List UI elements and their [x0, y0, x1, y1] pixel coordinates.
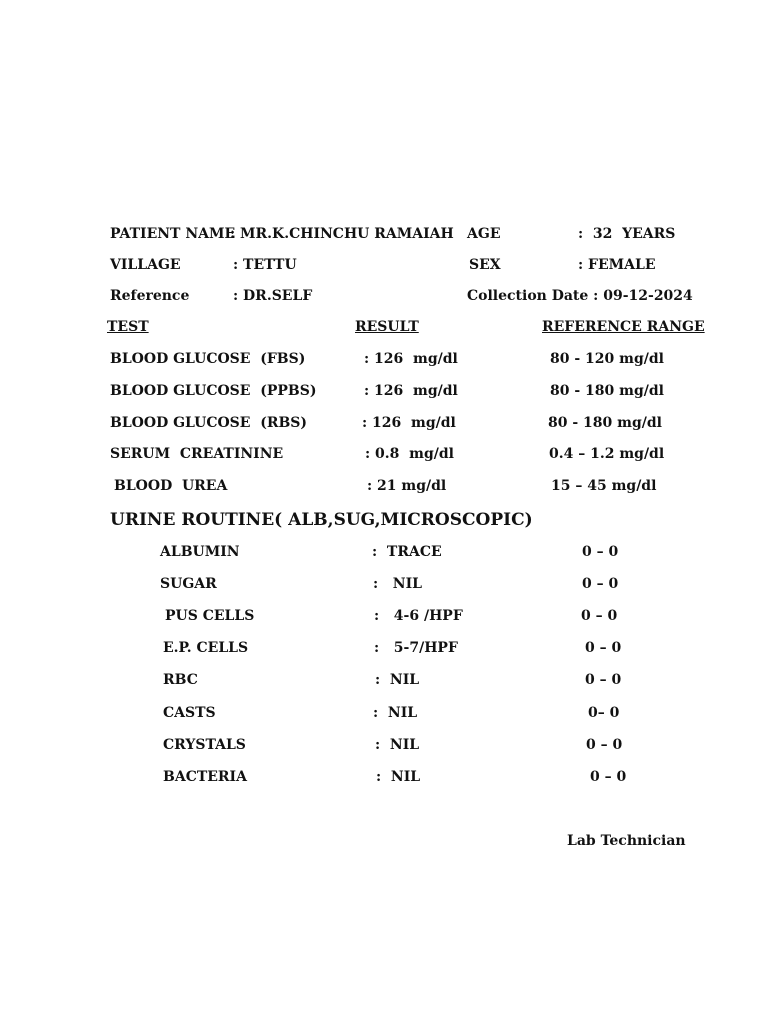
urine-test-range: 0– 0 [588, 705, 620, 721]
urine-test-result: : 5-7/HPF [374, 640, 458, 656]
village-label: VILLAGE [110, 257, 181, 273]
test-range: 0.4 – 1.2 mg/dl [549, 446, 665, 462]
urine-test-range: 0 – 0 [585, 640, 622, 656]
urine-test-result: : TRACE [372, 544, 442, 560]
urine-test-range: 0 – 0 [585, 672, 622, 688]
urine-test-name: BACTERIA [163, 769, 247, 785]
test-name: BLOOD UREA [114, 478, 228, 494]
reference-value: : DR.SELF [233, 288, 313, 304]
test-name: BLOOD GLUCOSE (PPBS) [110, 383, 317, 399]
urine-test-result: : NIL [375, 672, 420, 688]
urine-test-range: 0 – 0 [581, 608, 618, 624]
urine-test-result: : NIL [376, 769, 421, 785]
urine-test-result: : NIL [373, 705, 418, 721]
urine-routine-heading: URINE ROUTINE( ALB,SUG,MICROSCOPIC) [110, 510, 533, 530]
urine-test-name: PUS CELLS [165, 608, 255, 624]
header-test: TEST [107, 319, 149, 335]
urine-test-name: ALBUMIN [160, 544, 240, 560]
test-result: : 126 mg/dl [364, 351, 458, 367]
sex-value: : FEMALE [578, 257, 656, 273]
village-value: : TETTU [233, 257, 297, 273]
patient-name-value: : MR.K.CHINCHU RAMAIAH [230, 226, 454, 242]
test-name: BLOOD GLUCOSE (RBS) [110, 415, 308, 431]
reference-label: Reference [110, 288, 190, 304]
age-label: AGE [467, 226, 501, 242]
urine-test-result: : 4-6 /HPF [374, 608, 463, 624]
header-result: RESULT [355, 319, 419, 335]
test-result: : 126 mg/dl [364, 383, 458, 399]
urine-test-name: CRYSTALS [163, 737, 246, 753]
urine-test-range: 0 – 0 [586, 737, 623, 753]
test-name: SERUM CREATININE [110, 446, 284, 462]
urine-test-range: 0 – 0 [582, 544, 619, 560]
test-result: : 21 mg/dl [367, 478, 447, 494]
test-result: : 0.8 mg/dl [365, 446, 454, 462]
urine-test-name: CASTS [163, 705, 216, 721]
collection-date: Collection Date : 09-12-2024 [467, 288, 693, 304]
urine-test-name: E.P. CELLS [163, 640, 249, 656]
urine-test-result: : NIL [375, 737, 420, 753]
patient-name-label: PATIENT NAME [110, 226, 236, 242]
test-range: 80 - 180 mg/dl [550, 383, 664, 399]
urine-test-range: 0 – 0 [590, 769, 627, 785]
test-result: : 126 mg/dl [362, 415, 456, 431]
lab-technician-signature: Lab Technician [567, 833, 686, 849]
urine-test-name: SUGAR [160, 576, 217, 592]
test-range: 80 - 180 mg/dl [548, 415, 662, 431]
age-value: : 32 YEARS [578, 226, 676, 242]
test-range: 15 – 45 mg/dl [551, 478, 657, 494]
test-name: BLOOD GLUCOSE (FBS) [110, 351, 306, 367]
urine-test-range: 0 – 0 [582, 576, 619, 592]
header-reference-range: REFERENCE RANGE [542, 319, 705, 335]
sex-label: SEX [469, 257, 501, 273]
urine-test-result: : NIL [373, 576, 422, 592]
test-range: 80 - 120 mg/dl [550, 351, 664, 367]
urine-test-name: RBC [163, 672, 198, 688]
